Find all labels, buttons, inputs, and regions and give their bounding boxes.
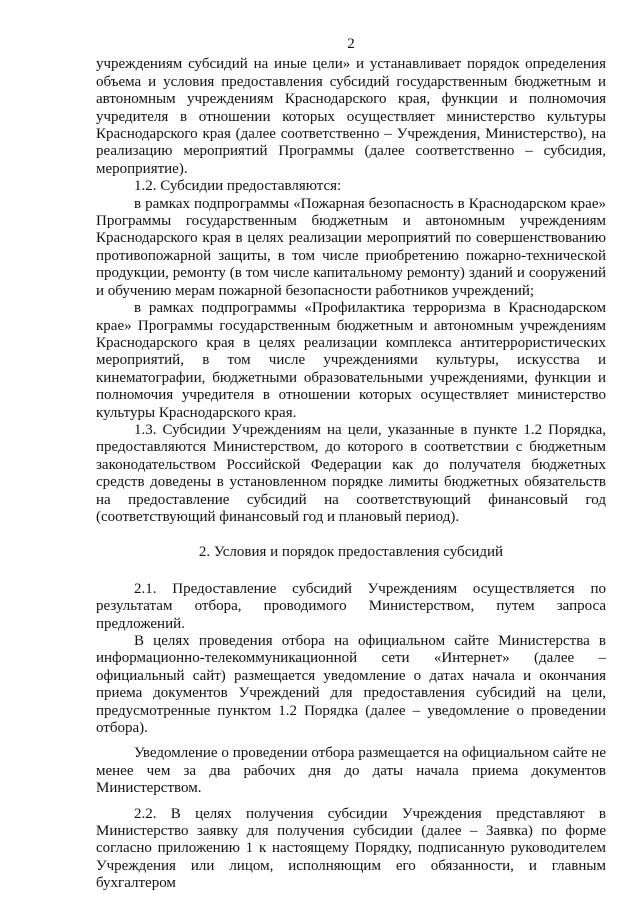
paragraph-selection-notice: В целях проведения отбора на официальном сайте Министерства в информационно-телекоммуникационной сети «Интернет» (далее – официальный сайт) размещается уведомление о датах начала и окончания приема документов Учреждений для предоставления субсидий на цели, предусмотренные пунктом 1.2 Порядка (далее – уведомление о проведении отбора). [96,633,606,737]
paragraph-fire-safety: в рамках подпрограммы «Пожарная безопасность в Краснодарском крае» Программы государственным бюджетным и автономным учреждениям Краснодарского края в целях реализации мероприятий по совершенствованию противопожарной защиты, в том числе приобретению пожарно-технической продукции, ремонту (в том числе капитальному ремонту) зданий и сооружений и обучению мерам пожарной безопасности работников учреждений; [96,195,606,299]
page-number: 2 [347,36,355,52]
paragraph-1-2: 1.2. Субсидии предоставляются: [134,178,342,195]
paragraph-2-1: 2.1. Предоставление субсидий Учреждениям осуществляется по результатам отбора, проводимого Министерством, путем запроса предложений. [96,580,606,632]
document-page [96,36,606,893]
paragraph-intro-continuation: учреждениям субсидий на иные цели» и устанавливает порядок определения объема и условия предоставления субсидий государственным бюджетным и автономным учреждениям Краснодарского края, функции и полномочия учредителя в отношении которых осуществляет министерство культуры Краснодарского края (далее соответственно – Учреждения, Министерство), на реализацию мероприятий Программы (далее соответственно – субсидия, мероприятие). [96,56,606,177]
paragraph-1-3: 1.3. Субсидии Учреждениям на цели, указанные в пункте 1.2 Порядка, предоставляются Министерством, до которого в соответствии с бюджетным законодательством Российской Федерации как до получателя бюджетных средств доведены в установленном порядке лимиты бюджетных обязательств на предоставление субсидий на соответствующий финансовый год (соответствующий финансовый год и плановый период). [96,421,606,525]
paragraph-2-2: 2.2. В целях получения субсидии Учреждения представляют в Министерство заявку для получения субсидии (далее – Заявка) по форме согласно приложению 1 к настоящему Порядку, подписанную руководителем Учреждения или лицом, исполняющим его обязанности, и главным бухгалтером [96,805,606,892]
paragraph-terrorism-prevention: в рамках подпрограммы «Профилактика терроризма в Краснодарском крае» Программы государственным бюджетным и автономным учреждениям Краснодарского края в целях реализации комплекса антитеррористических мероприятий, в том числе учреждениями культуры, искусства и кинематографии, бюджетными образовательными учреждениями, функции и полномочия учредителя в отношении которых осуществляет министерство культуры Краснодарского края. [96,300,606,421]
paragraph-notice-timing: Уведомление о проведении отбора размещается на официальном сайте не менее чем за два рабочих дня до даты начала приема документов Министерством. [96,745,606,797]
section-heading: 2. Условия и порядок предоставления субсидий [198,544,504,561]
